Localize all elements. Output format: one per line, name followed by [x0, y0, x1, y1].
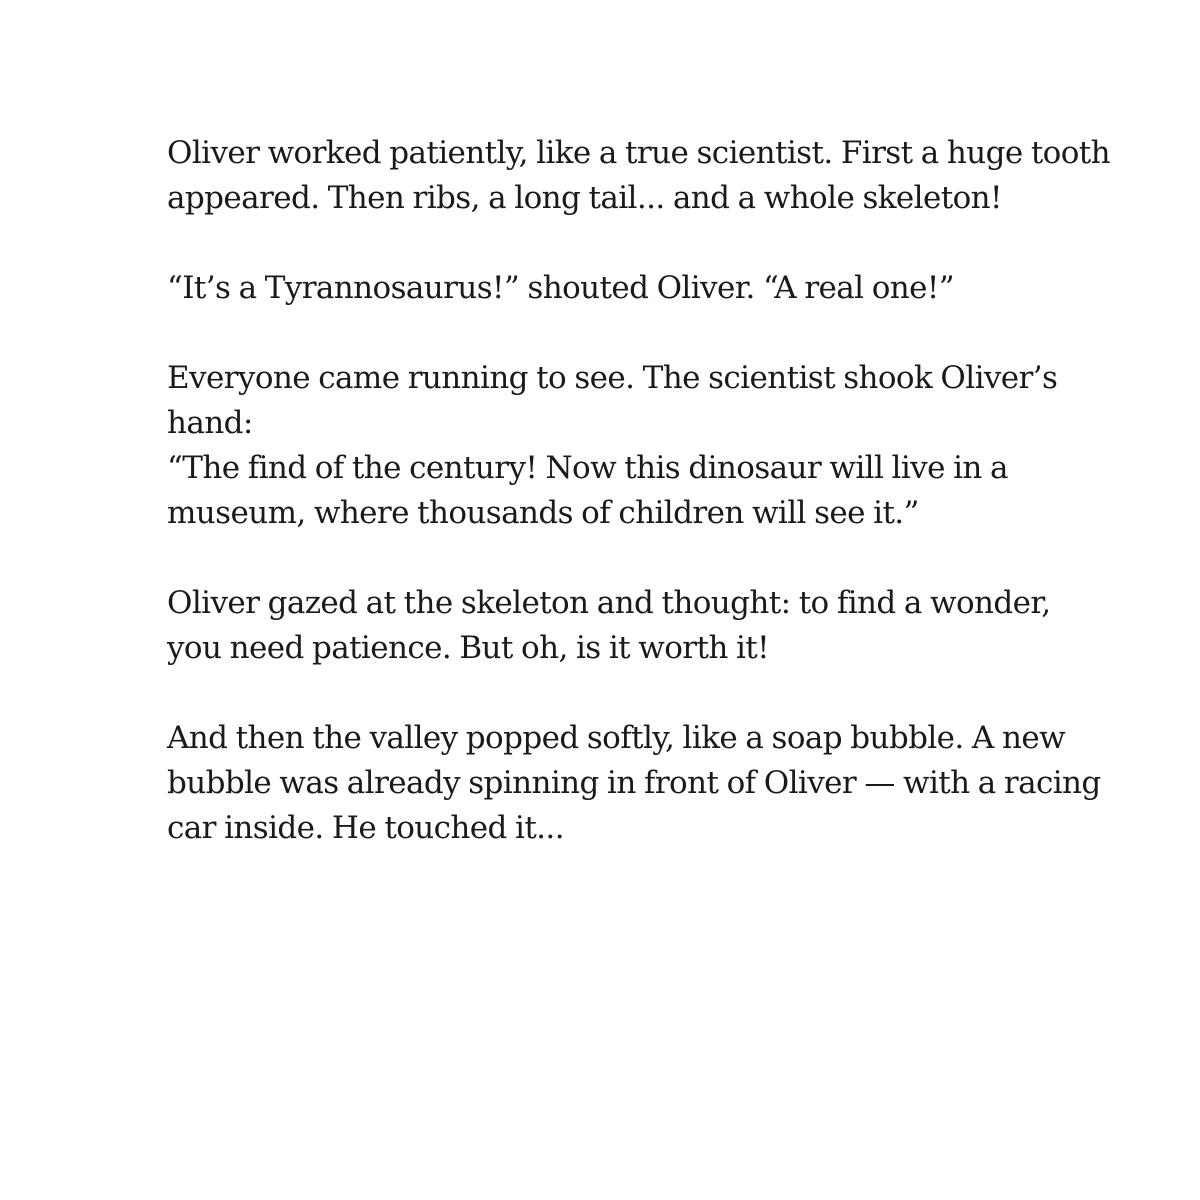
- text-line: And then the valley popped softly, like a soap bubble. A new: [167, 720, 1066, 756]
- paragraph-scientist: [167, 356, 1127, 536]
- paragraph-exclamation: [167, 266, 1127, 311]
- paragraph-bubble: [167, 716, 1127, 851]
- text-line: hand:: [167, 405, 253, 441]
- text-line: Oliver worked patiently, like a true scientist. First a huge tooth: [167, 135, 1111, 171]
- story-text: [167, 131, 1127, 851]
- text-line: Oliver gazed at the skeleton and thought: to find a wonder,: [167, 585, 1051, 621]
- paragraph-reflection: [167, 581, 1127, 671]
- text-line: car inside. He touched it...: [167, 810, 564, 846]
- text-line: “It’s a Tyrannosaurus!” shouted Oliver. “A real one!”: [167, 270, 955, 306]
- paragraph-excavation: [167, 131, 1127, 221]
- text-line: “The find of the century! Now this dinosaur will live in a: [167, 450, 1008, 486]
- text-line: museum, where thousands of children will see it.”: [167, 495, 919, 531]
- text-line: bubble was already spinning in front of Oliver — with a racing: [167, 765, 1101, 801]
- text-line: you need patience. But oh, is it worth it!: [167, 630, 769, 666]
- text-line: Everyone came running to see. The scientist shook Oliver’s: [167, 360, 1058, 396]
- text-line: appeared. Then ribs, a long tail... and a whole skeleton!: [167, 180, 1002, 216]
